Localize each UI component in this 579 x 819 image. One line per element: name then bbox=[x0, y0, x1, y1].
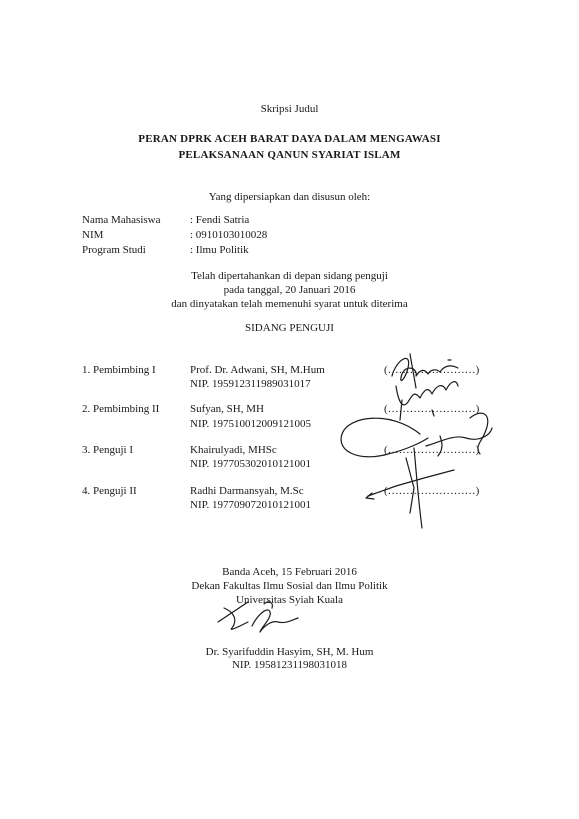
examiner-signature-line: (……………………) bbox=[384, 364, 480, 376]
examiner-role: 1. Pembimbing I bbox=[82, 364, 156, 376]
defense-line-2: pada tanggal, 20 Januari 2016 bbox=[223, 284, 356, 296]
examiner-name: Khairulyadi, MHSc bbox=[190, 444, 277, 456]
dean-title: Dekan Fakultas Ilmu Sosial dan Ilmu Politik bbox=[191, 580, 388, 592]
examiner-role: 4. Penguji II bbox=[82, 485, 137, 497]
examiner-role: 2. Pembimbing II bbox=[82, 403, 160, 415]
student-name-value: : Fendi Satria bbox=[190, 214, 250, 226]
defense-line-1: Telah dipertahankan di depan sidang penguji bbox=[191, 270, 388, 282]
examiner-signature-line: (……………………) bbox=[384, 485, 480, 497]
examiner-nip: NIP. 195912311989031017 bbox=[190, 378, 311, 390]
examiner-signature-line: (……………………) bbox=[384, 403, 480, 415]
prepared-by: Yang dipersiapkan dan disusun oleh: bbox=[208, 191, 371, 203]
examiners-signatures bbox=[330, 338, 500, 533]
thesis-title-line1: PERAN DPRK ACEH BARAT DAYA DALAM MENGAWASI bbox=[138, 133, 441, 145]
student-nim-label: NIM bbox=[82, 229, 104, 241]
student-program-value: : Ilmu Politik bbox=[190, 244, 249, 256]
document-label: Skripsi Judul bbox=[260, 103, 319, 115]
thesis-title-line2: PELAKSANAAN QANUN SYARIAT ISLAM bbox=[178, 149, 401, 161]
examiner-nip: NIP. 197705302010121001 bbox=[190, 458, 312, 470]
examiner-name: Radhi Darmansyah, M.Sc bbox=[190, 485, 304, 497]
examiner-name: Sufyan, SH, MH bbox=[190, 403, 264, 415]
examiner-nip: NIP. 197510012009121005 bbox=[190, 418, 312, 430]
committee-heading: SIDANG PENGUJI bbox=[245, 322, 334, 334]
dean-name: Dr. Syarifuddin Hasyim, SH, M. Hum bbox=[205, 646, 374, 658]
student-nim-value: : 0910103010028 bbox=[190, 229, 268, 241]
place-date: Banda Aceh, 15 Februari 2016 bbox=[222, 566, 357, 578]
defense-line-3: dan dinyatakan telah memenuhi syarat untuk diterima bbox=[171, 298, 408, 310]
dean-signature bbox=[212, 596, 322, 640]
university-name: Universitas Syiah Kuala bbox=[236, 594, 343, 606]
examiner-name: Prof. Dr. Adwani, SH, M.Hum bbox=[190, 364, 325, 376]
student-name-label: Nama Mahasiswa bbox=[82, 214, 161, 226]
examiner-signature-line: (……………………) bbox=[384, 444, 480, 456]
student-program-label: Program Studi bbox=[82, 244, 146, 256]
dean-nip: NIP. 19581231198031018 bbox=[231, 659, 348, 671]
examiner-role: 3. Penguji I bbox=[82, 444, 134, 456]
examiner-nip: NIP. 197709072010121001 bbox=[190, 499, 312, 511]
